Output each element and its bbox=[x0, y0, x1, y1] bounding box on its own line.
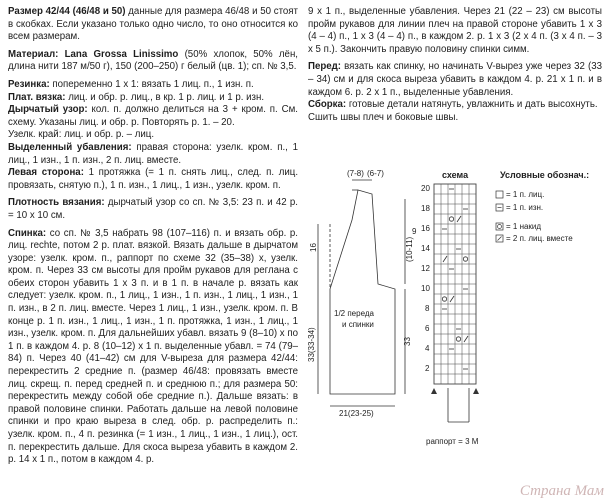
legend-symbols bbox=[496, 191, 503, 242]
k2tog-symbol bbox=[457, 216, 461, 222]
garter-heading: Плат. вязка: bbox=[8, 91, 66, 103]
decrease-heading: Выделенный убавления: bbox=[8, 141, 132, 153]
yarn-over-symbol bbox=[463, 257, 467, 261]
back-paragraph: Спинка: со сп. № 3,5 набрать 98 (107–116) п. и вязать обр. р. лиц. rechte, потом 2 р. плат. вязкой. Вязать дальше в дырчатом узоре: узелк. кром. п., раппорт по схеме 32 (35–38) х, узелк. кром. п. Через 33 см высоты для пройм рукавов для реглана с обеих сторон убавить 1 х 3 п. и в 1 п. в начале р. вязать как следует: узелк. кром. п., 1 лиц., 1 изн., 1 п. изн., 1 лиц., 1 изн., 1 п. изн., в 2 п. лиц. вместе. Через 1 лиц., 1 изн., узелк. кром. п. В конце р. 1 п. изн., 1 лиц., 1 изн., 1 п. протяжка, 1 изн., 1 лиц., 1 изн., узелк. кром. п. Для дальнейших убавл. вязать 9 (8–10) х по 1 п. в каждом 4. р. 8 (10–12) х 1 п. выделенные убавл. = 74 (79–84) п. Через 40 (41–42) см для V-выреза для размера 42/44: перекрестить 2 средние п. (размер 46/48: провязать вместе лиц. скрещ. п. перед средней п. и среднюю п.; для размера 50: перекрестить между собой обе средние п.). Дальше вязать: в правой половине спинки. Работать дальше на левой половине спинки и про краю выреза в след. обр. р. распределить п.: узелк. кром. п., 4 п. резинка (= 1 изн., 1 лиц., 1 изн., 1 лиц.), ост. п. перекрестить дальше. Для скоса выреза убавить в каждом 2. р. 14 х 1 п., потом в каждом 4. р. bbox=[8, 227, 298, 466]
legend-title: Условные обознач.: bbox=[500, 170, 590, 180]
schematic-drawing bbox=[318, 180, 405, 406]
diagram-svg bbox=[300, 164, 608, 474]
row-number: 12 bbox=[421, 264, 430, 273]
gauge-paragraph: Плотность вязания: дырчатый узор со сп. № 3,5: 23 п. и 42 р. = 10 х 10 см. bbox=[8, 197, 298, 221]
yarn-over-symbol bbox=[456, 337, 460, 341]
schematic-outline bbox=[330, 190, 395, 394]
chart-title: схема bbox=[442, 170, 469, 180]
dim-top-right: (6-7) bbox=[367, 169, 384, 178]
row-number: 2 bbox=[425, 364, 430, 373]
rib-paragraph: Резинка: попеременно 1 х 1: вязать 1 лиц. п., 1 изн. п. bbox=[8, 78, 254, 90]
row-number: 4 bbox=[425, 344, 430, 353]
lace-heading: Дырчатый узор: bbox=[8, 104, 88, 116]
legend-item: = 1 п. изн. bbox=[506, 203, 544, 212]
legend-yarnover-circle bbox=[498, 225, 502, 229]
repeat-label: раппорт = 3 М bbox=[426, 437, 479, 446]
assembly-heading: Сборка: bbox=[308, 99, 347, 111]
piece-label-2: и спинки bbox=[342, 320, 374, 329]
row-number: 14 bbox=[421, 244, 430, 253]
diagram-area bbox=[300, 164, 608, 474]
size-heading: Размер 42/44 (46/48 и 50) bbox=[8, 6, 126, 17]
dim-top-left: (7-8) bbox=[347, 169, 364, 178]
k2tog-symbol bbox=[450, 296, 454, 302]
instructions-left-column bbox=[8, 6, 298, 472]
material-heading: Материал: Lana Grossa Linissimo bbox=[8, 48, 179, 60]
row-number: 10 bbox=[421, 284, 430, 293]
yarn-over-symbol bbox=[449, 217, 453, 221]
legend-knit-icon bbox=[496, 191, 503, 198]
row-number: 18 bbox=[421, 204, 430, 213]
row-number: 8 bbox=[425, 304, 430, 313]
repeat-bracket bbox=[431, 388, 479, 422]
piece-label-1: 1/2 переда bbox=[334, 309, 374, 318]
front-heading: Перед: bbox=[308, 61, 342, 73]
front-paragraph: Перед: вязать как спинку, но начинать V-вырез уже через 32 (33 – 34) см и для скоса выреза убавить в каждом 4. р. 21 х 1 п. и в каждом 6. р. 2 х 1 п., выделенные убавления. bbox=[308, 61, 602, 98]
dim-side-33-34: 33(33-34) bbox=[307, 327, 316, 362]
legend-item: = 1 накид bbox=[506, 222, 542, 231]
stitch-chart bbox=[434, 184, 476, 384]
seams-paragraph: Сшить швы плеч и боковые швы. bbox=[308, 111, 459, 123]
decrease-paragraph: Выделенный убавления: правая сторона: узелк. кром. п., 1 лиц., 1 изн., 1 п. изн., 2 п. лиц. вместе. bbox=[8, 141, 298, 166]
assembly-paragraph: Сборка: готовые детали натянуть, увлажнить и дать высохнуть. bbox=[308, 99, 598, 111]
arrow-up-icon bbox=[473, 388, 479, 394]
edge-paragraph: Узелк. край: лиц. и обр. р. – лиц. bbox=[8, 129, 155, 141]
gauge-heading: Плотность вязания: bbox=[8, 197, 105, 209]
lace-paragraph: Дырчатый узор: кол. п. должно делиться на 3 + кром. п. См. схему. Указаны лиц. и обр. р. Повторять р. 1. – 20. bbox=[8, 104, 298, 128]
legend-item: = 1 п. лиц. bbox=[506, 190, 545, 199]
row-number: 20 bbox=[421, 184, 430, 193]
dim-side-10-11: (10-11) bbox=[405, 236, 414, 262]
watermark-logo: Страна Мам bbox=[519, 483, 604, 499]
legend-item: = 2 п. лиц. вместе bbox=[506, 234, 573, 243]
dim-side-9: 9 bbox=[412, 227, 417, 236]
row-number: 16 bbox=[421, 224, 430, 233]
dim-side-33: 33 bbox=[403, 337, 412, 346]
size-paragraph: Размер 42/44 (46/48 и 50) данные для размера 46/48 и 50 стоят в скобках. Если указано только одно число, то оно относится ко всем размерам. bbox=[8, 6, 298, 43]
rib-heading: Резинка: bbox=[8, 78, 50, 90]
garter-paragraph: Плат. вязка: лиц. и обр. р. лиц., в кр. 1 р. лиц. и 1 р. изн. bbox=[8, 91, 265, 103]
dim-bottom: 21(23-25) bbox=[339, 409, 374, 418]
k2tog-symbol bbox=[464, 336, 468, 342]
material-paragraph: Материал: Lana Grossa Linissimo (50% хлопок, 50% лён, длина нити 187 м/50 г), 150 (200–250) г белый (цв. 1); сп. № 3,5. bbox=[8, 48, 298, 73]
continuation-paragraph: 9 х 1 п., выделенные убавления. Через 21 (22 – 23) см высоты пройм рукавов для линии плеч на правой стороне убавить 1 х 3 (4 – 4) п., 1 х 3 (4 – 4) п., в каждом 2. р. 1 х 3 (2 х 4 п. (3 х 4 п. – 3 х 5 п.). Закончить правую половину спинки симм. bbox=[308, 6, 602, 55]
arrow-up-icon bbox=[431, 388, 437, 394]
back-heading: Спинка: bbox=[8, 227, 47, 239]
row-number: 6 bbox=[425, 324, 430, 333]
yarn-over-symbol bbox=[442, 297, 446, 301]
left-side-heading: Левая сторона: bbox=[8, 167, 84, 179]
k2tog-symbol bbox=[443, 256, 447, 262]
dim-side-16: 16 bbox=[309, 243, 318, 252]
left-side-paragraph: Левая сторона: 1 протяжка (= 1 п. снять лиц., след. п. лиц. провязать, снятую п.), 1 п. изн., 1 лиц., 1 изн., узелк. кром. п. bbox=[8, 167, 299, 191]
instructions-right-column bbox=[308, 6, 602, 129]
